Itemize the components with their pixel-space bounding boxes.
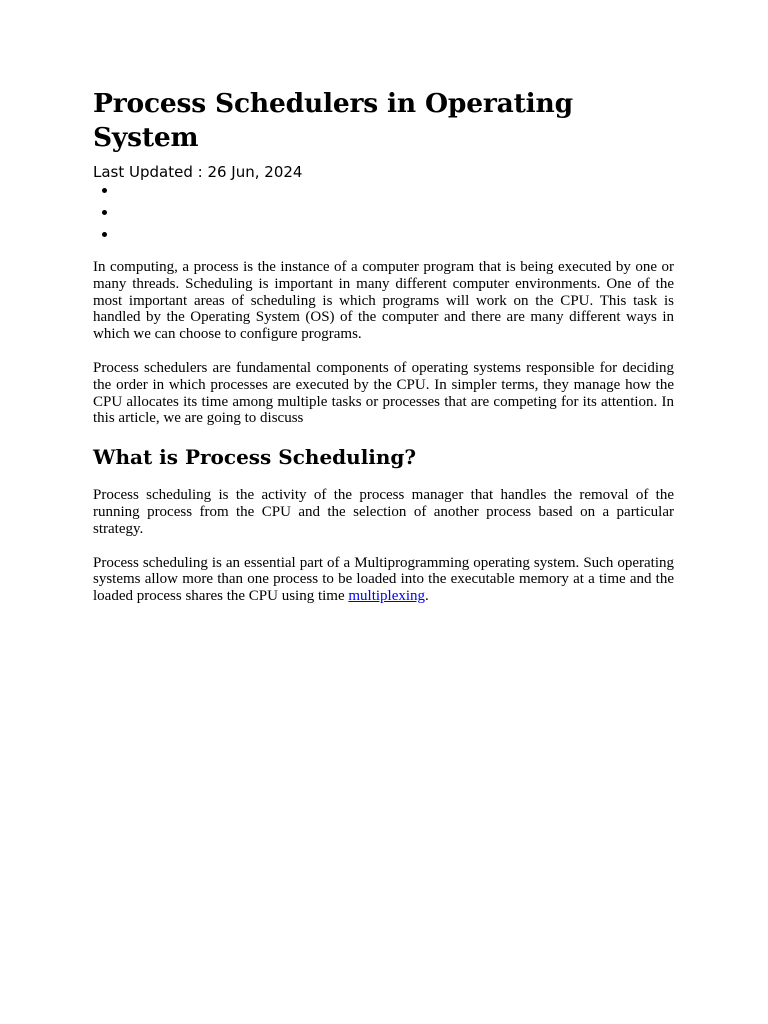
paragraph-end: .: [425, 588, 429, 605]
multiplexing-link[interactable]: multiplexing: [348, 588, 426, 605]
empty-bullet-list: [93, 182, 674, 243]
list-item: [118, 226, 674, 243]
paragraph-text: Process scheduling is an essential part of a Multiprogramming operating system. Such operating systems allow more than one process to be loaded into the executable memory at a time and the loaded process shares the CPU using time: [93, 554, 674, 605]
multiprogramming-paragraph: [93, 555, 674, 605]
definition-paragraph: Process scheduling is the activity of the process manager that handles the removal of the running process from the CPU and the selection of another process based on a particular strategy.: [93, 487, 674, 537]
section-heading: What is Process Scheduling?: [93, 445, 417, 470]
list-item: [118, 199, 674, 226]
article: [93, 87, 674, 605]
intro-paragraph: In computing, a process is the instance of a computer program that is being executed by one or many threads. Scheduling is important in many different computer environments. One of the most important areas of scheduling is which programs will work on the CPU. This task is handled by the Operating System (OS) of the computer and there are many different ways in which we can choose to configure programs.: [93, 259, 674, 343]
page-title: Process Schedulers in Operating System: [93, 88, 573, 153]
schedulers-paragraph: Process schedulers are fundamental components of operating systems responsible for deciding the order in which processes are executed by the CPU. In simpler terms, they manage how the CPU allocates its time among multiple tasks or processes that are competing for its attention. In this article, we are going to discuss: [93, 359, 674, 427]
last-updated: Last Updated : 26 Jun, 2024: [93, 163, 303, 181]
list-item: [118, 182, 674, 199]
